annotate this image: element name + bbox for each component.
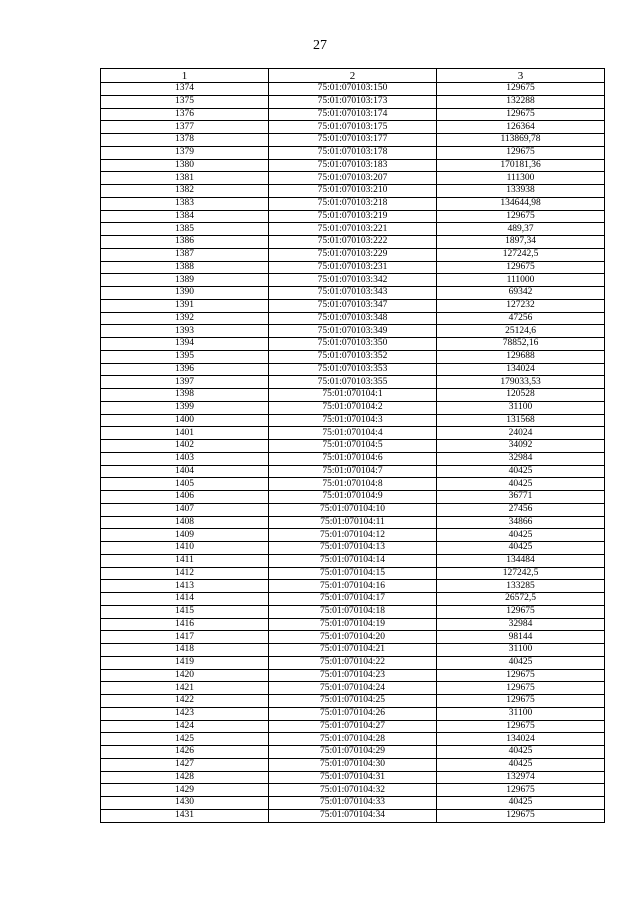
table-body (101, 83, 605, 823)
value-cell: 69342 (437, 287, 605, 300)
table-row (101, 134, 605, 147)
table-row (101, 516, 605, 529)
row-number-cell: 1420 (101, 669, 269, 682)
row-number-cell: 1410 (101, 542, 269, 555)
value-cell: 131568 (437, 414, 605, 427)
cadastral-number-cell: 75:01:070103:231 (269, 261, 437, 274)
row-number-cell: 1423 (101, 707, 269, 720)
table-row (101, 414, 605, 427)
row-number-cell: 1380 (101, 159, 269, 172)
table-row (101, 554, 605, 567)
row-number-cell: 1426 (101, 746, 269, 759)
table-row (101, 618, 605, 631)
cadastral-number-cell: 75:01:070104:3 (269, 414, 437, 427)
cadastral-number-cell: 75:01:070104:2 (269, 401, 437, 414)
table-row (101, 695, 605, 708)
cadastral-number-cell: 75:01:070104:15 (269, 567, 437, 580)
table-row (101, 682, 605, 695)
table-row (101, 593, 605, 606)
column-header: 2 (269, 69, 437, 83)
table-row (101, 733, 605, 746)
cadastral-number-cell: 75:01:070103:352 (269, 350, 437, 363)
row-number-cell: 1421 (101, 682, 269, 695)
value-cell: 179033,53 (437, 376, 605, 389)
value-cell: 1897,34 (437, 236, 605, 249)
table-row (101, 287, 605, 300)
row-number-cell: 1377 (101, 121, 269, 134)
table-row (101, 809, 605, 822)
cadastral-number-cell: 75:01:070104:17 (269, 593, 437, 606)
table-row (101, 746, 605, 759)
table-row (101, 83, 605, 96)
value-cell: 40425 (437, 797, 605, 810)
column-header: 1 (101, 69, 269, 83)
cadastral-number-cell: 75:01:070103:173 (269, 95, 437, 108)
value-cell: 129688 (437, 350, 605, 363)
cadastral-number-cell: 75:01:070103:150 (269, 83, 437, 96)
row-number-cell: 1419 (101, 656, 269, 669)
value-cell: 111300 (437, 172, 605, 185)
table-row (101, 197, 605, 210)
table-row (101, 210, 605, 223)
cadastral-number-cell: 75:01:070104:23 (269, 669, 437, 682)
value-cell: 111000 (437, 274, 605, 287)
value-cell: 129675 (437, 720, 605, 733)
table-row (101, 159, 605, 172)
row-number-cell: 1378 (101, 134, 269, 147)
value-cell: 34092 (437, 440, 605, 453)
cadastral-number-cell: 75:01:070104:28 (269, 733, 437, 746)
table-row (101, 631, 605, 644)
row-number-cell: 1374 (101, 83, 269, 96)
value-cell: 98144 (437, 631, 605, 644)
cadastral-number-cell: 75:01:070104:25 (269, 695, 437, 708)
row-number-cell: 1401 (101, 427, 269, 440)
cadastral-number-cell: 75:01:070104:10 (269, 503, 437, 516)
row-number-cell: 1408 (101, 516, 269, 529)
cadastral-number-cell: 75:01:070103:343 (269, 287, 437, 300)
table-row (101, 389, 605, 402)
cadastral-number-cell: 75:01:070103:183 (269, 159, 437, 172)
cadastral-number-cell: 75:01:070103:210 (269, 185, 437, 198)
cadastral-number-cell: 75:01:070104:12 (269, 529, 437, 542)
table-row (101, 707, 605, 720)
value-cell: 132288 (437, 95, 605, 108)
cadastral-number-cell: 75:01:070104:11 (269, 516, 437, 529)
value-cell: 40425 (437, 758, 605, 771)
row-number-cell: 1385 (101, 223, 269, 236)
table-header (101, 69, 605, 83)
row-number-cell: 1430 (101, 797, 269, 810)
value-cell: 26572,5 (437, 593, 605, 606)
cadastral-number-cell: 75:01:070103:349 (269, 325, 437, 338)
data-table (100, 68, 605, 823)
table-row (101, 440, 605, 453)
value-cell: 36771 (437, 491, 605, 504)
cadastral-number-cell: 75:01:070104:1 (269, 389, 437, 402)
cadastral-number-cell: 75:01:070104:5 (269, 440, 437, 453)
value-cell: 27456 (437, 503, 605, 516)
table-row (101, 797, 605, 810)
cadastral-number-cell: 75:01:070103:178 (269, 146, 437, 159)
table-row (101, 325, 605, 338)
table-row (101, 529, 605, 542)
value-cell: 47256 (437, 312, 605, 325)
cadastral-number-cell: 75:01:070103:353 (269, 363, 437, 376)
row-number-cell: 1400 (101, 414, 269, 427)
value-cell: 120528 (437, 389, 605, 402)
cadastral-number-cell: 75:01:070103:347 (269, 299, 437, 312)
value-cell: 40425 (437, 478, 605, 491)
cadastral-number-cell: 75:01:070103:348 (269, 312, 437, 325)
row-number-cell: 1394 (101, 338, 269, 351)
cadastral-number-cell: 75:01:070104:20 (269, 631, 437, 644)
cadastral-number-cell: 75:01:070103:222 (269, 236, 437, 249)
cadastral-number-cell: 75:01:070104:24 (269, 682, 437, 695)
value-cell: 24024 (437, 427, 605, 440)
cadastral-number-cell: 75:01:070103:350 (269, 338, 437, 351)
row-number-cell: 1405 (101, 478, 269, 491)
header-row (101, 69, 605, 83)
row-number-cell: 1403 (101, 452, 269, 465)
row-number-cell: 1418 (101, 644, 269, 657)
cadastral-number-cell: 75:01:070104:30 (269, 758, 437, 771)
table-row (101, 784, 605, 797)
table-row (101, 567, 605, 580)
table-row (101, 401, 605, 414)
value-cell: 129675 (437, 146, 605, 159)
value-cell: 127242,5 (437, 567, 605, 580)
table-row (101, 503, 605, 516)
table-row (101, 605, 605, 618)
table-row (101, 771, 605, 784)
table-row (101, 669, 605, 682)
table-row (101, 299, 605, 312)
value-cell: 134484 (437, 554, 605, 567)
cadastral-number-cell: 75:01:070104:26 (269, 707, 437, 720)
value-cell: 129675 (437, 261, 605, 274)
value-cell: 78852,16 (437, 338, 605, 351)
value-cell: 25124,6 (437, 325, 605, 338)
cadastral-number-cell: 75:01:070103:177 (269, 134, 437, 147)
table-row (101, 146, 605, 159)
value-cell: 129675 (437, 83, 605, 96)
value-cell: 129675 (437, 108, 605, 121)
row-number-cell: 1387 (101, 248, 269, 261)
table-row (101, 542, 605, 555)
value-cell: 34866 (437, 516, 605, 529)
value-cell: 134024 (437, 733, 605, 746)
row-number-cell: 1413 (101, 580, 269, 593)
table-row (101, 350, 605, 363)
row-number-cell: 1424 (101, 720, 269, 733)
row-number-cell: 1395 (101, 350, 269, 363)
cadastral-number-cell: 75:01:070103:342 (269, 274, 437, 287)
value-cell: 113869,78 (437, 134, 605, 147)
row-number-cell: 1381 (101, 172, 269, 185)
cadastral-number-cell: 75:01:070104:21 (269, 644, 437, 657)
row-number-cell: 1396 (101, 363, 269, 376)
value-cell: 31100 (437, 644, 605, 657)
table-row (101, 720, 605, 733)
row-number-cell: 1384 (101, 210, 269, 223)
table-row (101, 452, 605, 465)
cadastral-number-cell: 75:01:070104:7 (269, 465, 437, 478)
cadastral-number-cell: 75:01:070104:32 (269, 784, 437, 797)
row-number-cell: 1428 (101, 771, 269, 784)
cadastral-number-cell: 75:01:070104:34 (269, 809, 437, 822)
value-cell: 134644,98 (437, 197, 605, 210)
row-number-cell: 1431 (101, 809, 269, 822)
row-number-cell: 1386 (101, 236, 269, 249)
value-cell: 129675 (437, 605, 605, 618)
row-number-cell: 1429 (101, 784, 269, 797)
table-row (101, 223, 605, 236)
row-number-cell: 1407 (101, 503, 269, 516)
row-number-cell: 1406 (101, 491, 269, 504)
row-number-cell: 1402 (101, 440, 269, 453)
value-cell: 132974 (437, 771, 605, 784)
page-number: 27 (313, 38, 327, 53)
value-cell: 32984 (437, 452, 605, 465)
value-cell: 127242,5 (437, 248, 605, 261)
table-row (101, 108, 605, 121)
table-row (101, 95, 605, 108)
cadastral-number-cell: 75:01:070103:207 (269, 172, 437, 185)
row-number-cell: 1422 (101, 695, 269, 708)
row-number-cell: 1415 (101, 605, 269, 618)
row-number-cell: 1399 (101, 401, 269, 414)
value-cell: 40425 (437, 529, 605, 542)
table-row (101, 261, 605, 274)
column-header: 3 (437, 69, 605, 83)
value-cell: 129675 (437, 210, 605, 223)
row-number-cell: 1393 (101, 325, 269, 338)
cadastral-number-cell: 75:01:070103:219 (269, 210, 437, 223)
cadastral-number-cell: 75:01:070103:174 (269, 108, 437, 121)
cadastral-number-cell: 75:01:070104:29 (269, 746, 437, 759)
value-cell: 40425 (437, 465, 605, 478)
value-cell: 31100 (437, 707, 605, 720)
table-row (101, 338, 605, 351)
cadastral-number-cell: 75:01:070104:8 (269, 478, 437, 491)
row-number-cell: 1427 (101, 758, 269, 771)
table-row (101, 185, 605, 198)
cadastral-number-cell: 75:01:070103:175 (269, 121, 437, 134)
cadastral-number-cell: 75:01:070104:14 (269, 554, 437, 567)
row-number-cell: 1412 (101, 567, 269, 580)
cadastral-number-cell: 75:01:070104:31 (269, 771, 437, 784)
value-cell: 126364 (437, 121, 605, 134)
value-cell: 129675 (437, 809, 605, 822)
row-number-cell: 1388 (101, 261, 269, 274)
row-number-cell: 1404 (101, 465, 269, 478)
row-number-cell: 1417 (101, 631, 269, 644)
row-number-cell: 1390 (101, 287, 269, 300)
cadastral-number-cell: 75:01:070104:4 (269, 427, 437, 440)
row-number-cell: 1383 (101, 197, 269, 210)
table-row (101, 656, 605, 669)
value-cell: 31100 (437, 401, 605, 414)
cadastral-number-cell: 75:01:070104:6 (269, 452, 437, 465)
row-number-cell: 1391 (101, 299, 269, 312)
row-number-cell: 1382 (101, 185, 269, 198)
table-row (101, 248, 605, 261)
table-row (101, 172, 605, 185)
row-number-cell: 1397 (101, 376, 269, 389)
value-cell: 129675 (437, 669, 605, 682)
cadastral-number-cell: 75:01:070103:355 (269, 376, 437, 389)
row-number-cell: 1375 (101, 95, 269, 108)
row-number-cell: 1392 (101, 312, 269, 325)
row-number-cell: 1379 (101, 146, 269, 159)
row-number-cell: 1425 (101, 733, 269, 746)
table-row (101, 758, 605, 771)
value-cell: 133285 (437, 580, 605, 593)
cadastral-number-cell: 75:01:070104:19 (269, 618, 437, 631)
row-number-cell: 1414 (101, 593, 269, 606)
value-cell: 129675 (437, 682, 605, 695)
cadastral-number-cell: 75:01:070103:218 (269, 197, 437, 210)
value-cell: 32984 (437, 618, 605, 631)
table-row (101, 644, 605, 657)
row-number-cell: 1398 (101, 389, 269, 402)
cadastral-number-cell: 75:01:070104:18 (269, 605, 437, 618)
value-cell: 40425 (437, 746, 605, 759)
table-row (101, 491, 605, 504)
cadastral-number-cell: 75:01:070104:13 (269, 542, 437, 555)
cadastral-number-cell: 75:01:070103:229 (269, 248, 437, 261)
row-number-cell: 1411 (101, 554, 269, 567)
value-cell: 170181,36 (437, 159, 605, 172)
cadastral-number-cell: 75:01:070104:9 (269, 491, 437, 504)
table-row (101, 580, 605, 593)
table-row (101, 376, 605, 389)
value-cell: 127232 (437, 299, 605, 312)
value-cell: 133938 (437, 185, 605, 198)
row-number-cell: 1416 (101, 618, 269, 631)
row-number-cell: 1389 (101, 274, 269, 287)
value-cell: 40425 (437, 542, 605, 555)
value-cell: 129675 (437, 695, 605, 708)
cadastral-number-cell: 75:01:070104:33 (269, 797, 437, 810)
cadastral-number-cell: 75:01:070103:221 (269, 223, 437, 236)
table-row (101, 465, 605, 478)
value-cell: 129675 (437, 784, 605, 797)
table-row (101, 236, 605, 249)
value-cell: 134024 (437, 363, 605, 376)
row-number-cell: 1409 (101, 529, 269, 542)
table-row (101, 427, 605, 440)
table-row (101, 478, 605, 491)
cadastral-number-cell: 75:01:070104:27 (269, 720, 437, 733)
cadastral-number-cell: 75:01:070104:22 (269, 656, 437, 669)
row-number-cell: 1376 (101, 108, 269, 121)
table-row (101, 312, 605, 325)
value-cell: 40425 (437, 656, 605, 669)
table-row (101, 121, 605, 134)
cadastral-number-cell: 75:01:070104:16 (269, 580, 437, 593)
value-cell: 489,37 (437, 223, 605, 236)
table-row (101, 363, 605, 376)
table-row (101, 274, 605, 287)
